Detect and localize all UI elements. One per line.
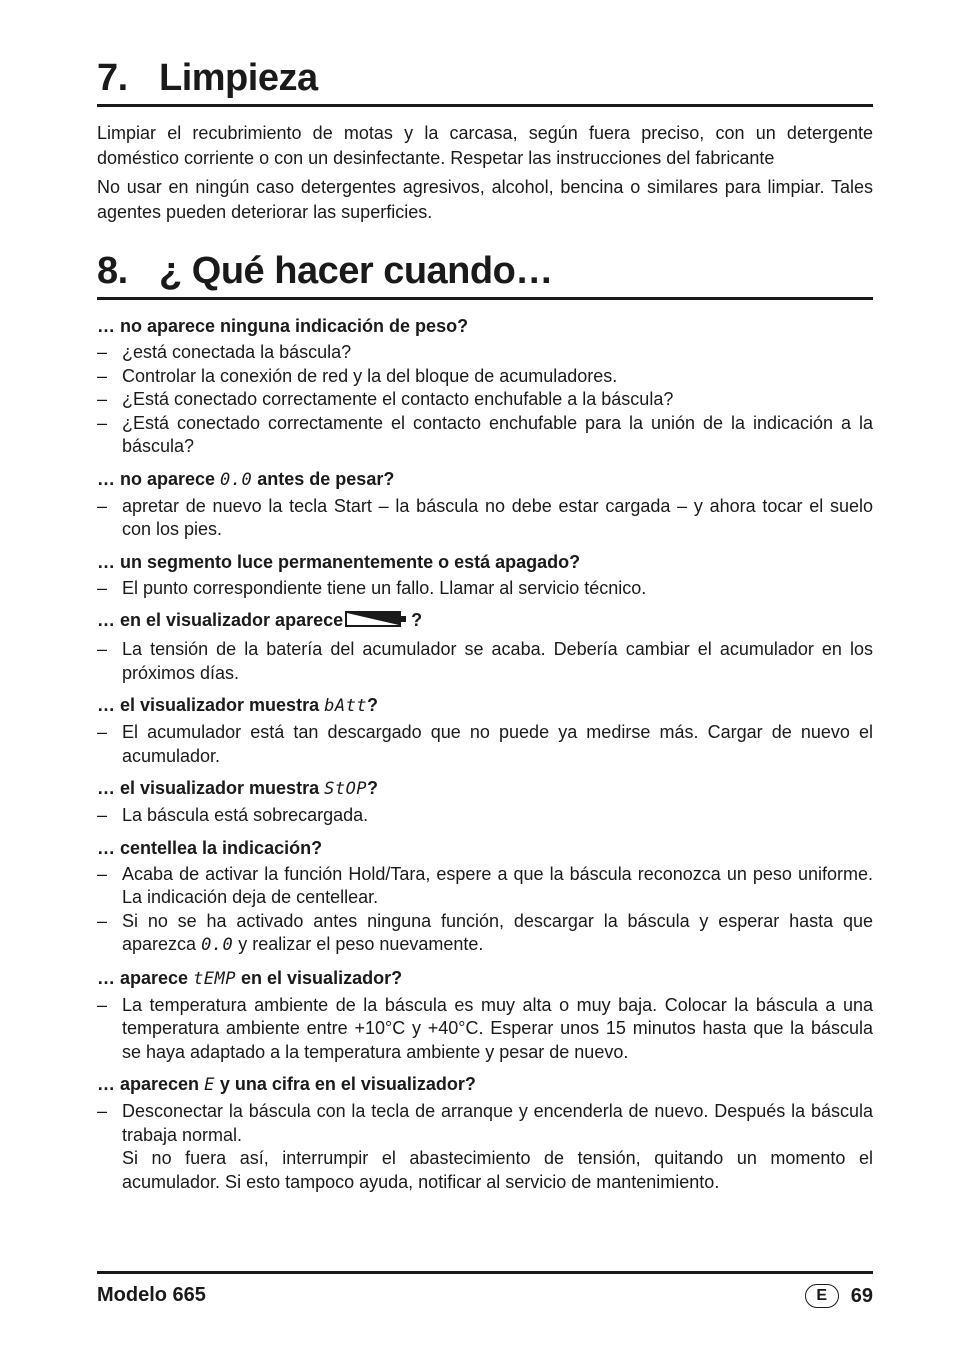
faq-block bbox=[97, 314, 873, 459]
low-battery-icon bbox=[345, 609, 407, 635]
list-item: – ¿Está conectado correctamente el contacto enchufable para la unión de la indicación a la báscula? bbox=[97, 412, 873, 459]
section-number: 8. bbox=[97, 250, 128, 292]
list-item: – El punto correspondiente tiene un fallo. Llamar al servicio técnico. bbox=[97, 577, 873, 601]
question-text: ? bbox=[367, 695, 379, 715]
page-number: 69 bbox=[850, 1284, 873, 1307]
list-item: – Acaba de activar la función Hold/Tara, espere a que la báscula reconozca un peso uniforme. La indicación deja de centellear. bbox=[97, 863, 873, 910]
question-text: … en el visualizador aparece bbox=[97, 610, 344, 630]
faq-answer-list bbox=[97, 721, 873, 768]
faq-question: … centellea la indicación? bbox=[97, 837, 323, 858]
list-item: – apretar de nuevo la tecla Start – la báscula no debe estar cargada – y ahora tocar el suelo con los pies. bbox=[97, 495, 873, 542]
list-item: – La báscula está sobrecargada. bbox=[97, 804, 873, 828]
faq-question: … un segmento luce permanentemente o está apagado? bbox=[97, 551, 581, 572]
faq-block bbox=[97, 608, 873, 685]
faq-question bbox=[97, 467, 873, 492]
section-7-heading bbox=[97, 56, 873, 107]
list-item: – El acumulador está tan descargado que no puede ya medirse más. Cargar de nuevo el acumulador. bbox=[97, 721, 873, 768]
display-readout: E bbox=[204, 1075, 215, 1095]
faq-block bbox=[97, 836, 873, 958]
question-text: … aparece bbox=[97, 967, 194, 988]
question-text: en el visualizador? bbox=[236, 967, 403, 988]
faq-answer-list bbox=[97, 804, 873, 828]
faq-block bbox=[97, 776, 873, 828]
display-readout: 0.0 bbox=[220, 469, 253, 490]
list-item bbox=[97, 1100, 873, 1194]
footer-right bbox=[805, 1284, 873, 1308]
display-readout: bAtt bbox=[324, 696, 368, 716]
question-text: … el visualizador muestra bbox=[97, 695, 325, 715]
section-title: ¿ Qué hacer cuando… bbox=[159, 250, 553, 292]
faq-question: … no aparece ninguna indicación de peso? bbox=[97, 316, 469, 336]
faq-answer-list bbox=[97, 577, 873, 601]
faq-answer-list bbox=[97, 341, 873, 459]
list-item: – La tensión de la batería del acumulador se acaba. Debería cambiar el acumulador en los próximos días. bbox=[97, 638, 873, 685]
faq-answer-list bbox=[97, 495, 873, 542]
list-item: – ¿está conectada la báscula? bbox=[97, 341, 873, 365]
faq-answer-list bbox=[97, 1100, 873, 1194]
faq-block bbox=[97, 1072, 873, 1194]
question-text: … el visualizador muestra bbox=[97, 778, 325, 798]
section-number: 7. bbox=[97, 57, 128, 99]
faq-block bbox=[97, 693, 873, 768]
question-text: y una cifra en el visualizador? bbox=[214, 1074, 476, 1094]
item-text: Si no se ha activado antes ninguna función, descargar la báscula y esperar hasta que aparezca bbox=[122, 910, 873, 954]
faq-question bbox=[97, 966, 873, 991]
faq-block bbox=[97, 966, 873, 1065]
faq-answer-list bbox=[97, 638, 873, 685]
paragraph: Limpiar el recubrimiento de motas y la carcasa, según fuera preciso, con un detergente doméstico corriente o con un desinfectante. Respetar las instrucciones del fabricante bbox=[97, 123, 873, 168]
display-readout: tEMP bbox=[193, 968, 237, 989]
page-footer bbox=[97, 1271, 873, 1307]
list-item: – ¿Está conectado correctamente el contacto enchufable a la báscula? bbox=[97, 388, 873, 412]
faq-answer-list bbox=[97, 994, 873, 1065]
faq-question bbox=[97, 1072, 873, 1097]
display-readout: 0.0 bbox=[201, 935, 234, 955]
paragraph: No usar en ningún caso detergentes agresivos, alcohol, bencina o similares para limpiar. Tales agentes pueden deteriorar las superficies. bbox=[97, 177, 873, 222]
question-text: antes de pesar? bbox=[252, 468, 395, 489]
faq-question bbox=[97, 776, 873, 801]
question-text: ? bbox=[367, 778, 379, 798]
item-text: y realizar el peso nuevamente. bbox=[233, 934, 484, 954]
item-text: – Desconectar la báscula con la tecla de arranque y encenderla de nuevo. Después la báscula trabaja normal. bbox=[122, 1101, 873, 1145]
language-badge: E bbox=[805, 1284, 839, 1308]
list-item: – La temperatura ambiente de la báscula es muy alta o muy baja. Colocar la báscula a una temperatura ambiente entre +10°C y +40°C. Esperar unos 15 minutos hasta que la báscula se haya adaptado a la temperatura ambiente y pesar de nuevo. bbox=[97, 994, 873, 1065]
display-readout: StOP bbox=[324, 779, 368, 799]
section-title: Limpieza bbox=[159, 57, 318, 99]
model-name: Modelo 665 bbox=[97, 1284, 206, 1306]
faq-block bbox=[97, 467, 873, 542]
section-cleaning bbox=[97, 56, 873, 224]
question-text: … aparecen bbox=[97, 1074, 205, 1094]
item-text: Si no fuera así, interrumpir el abastecimiento de tensión, quitando un momento el acumulador. Si esto tampoco ayuda, notificar al servicio de mantenimiento. bbox=[122, 1148, 873, 1192]
section-8-heading bbox=[97, 249, 873, 300]
faq-question bbox=[97, 693, 873, 718]
list-item: – Controlar la conexión de red y la del bloque de acumuladores. bbox=[97, 365, 873, 389]
question-text: ? bbox=[411, 610, 423, 630]
faq-answer-list bbox=[97, 863, 873, 958]
faq-question bbox=[97, 608, 873, 635]
question-text: … no aparece bbox=[97, 468, 221, 489]
faq-block bbox=[97, 550, 873, 601]
section-troubleshooting bbox=[97, 249, 873, 1194]
list-item bbox=[97, 910, 873, 958]
